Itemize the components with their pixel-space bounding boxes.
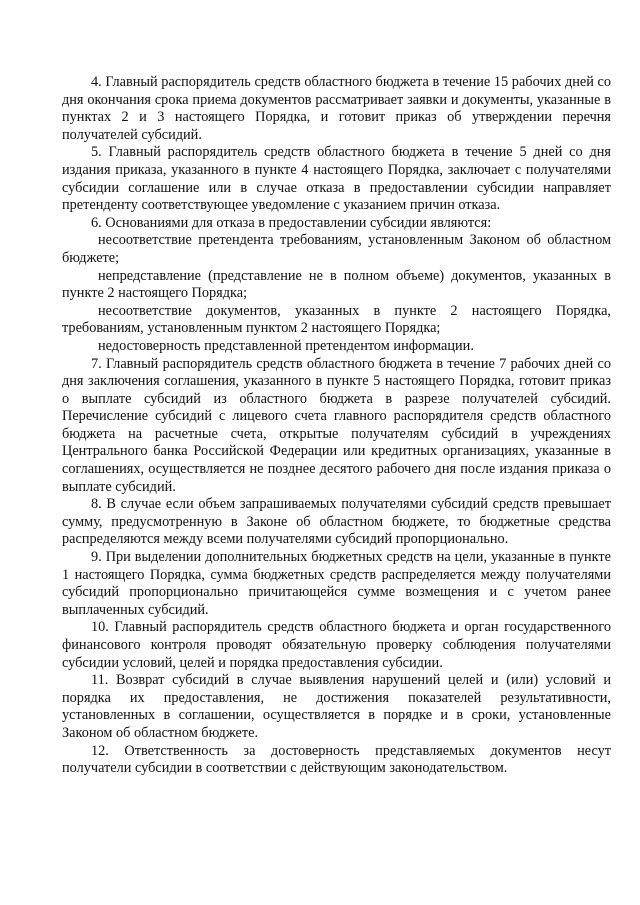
paragraph-10: 10. Главный распорядитель средств областного бюджета и орган государственного финансового контроля проводят обязательную проверку соблюдения получателями субсидии условий, целей и порядка предоставления субсидии. — [62, 619, 611, 671]
paragraph-12: 12. Ответственность за достоверность представляемых документов несут получатели субсидии в соответствии с действующим законодательством. — [62, 742, 611, 777]
refusal-reason-1: несоответствие претендента требованиям, установленным Законом об областном бюджете; — [62, 232, 611, 266]
refusal-reason-3: несоответствие документов, указанных в пункте 2 настоящего Порядка, требованиям, установленным пунктом 2 настоящего Порядка; — [62, 302, 611, 337]
paragraph-4: 4. Главный распорядитель средств областного бюджета в течение 15 рабочих дней со дня окончания срока приема документов рассматривает заявки и документы, указанные в пунктах 2 и 3 настоящего Порядка, и готовит приказ об утверждении перечня получателей субсидий. — [62, 74, 611, 143]
paragraph-6: 6. Основаниями для отказа в предоставлении субсидии являются: — [91, 214, 492, 231]
paragraph-8: 8. В случае если объем запрашиваемых получателями субсидий средств превышает сумму, предусмотренную в Законе об областном бюджете, то бюджетные средства распределяются между всеми получателями субсидий пропорционально. — [62, 496, 611, 548]
paragraph-11: 11. Возврат субсидий в случае выявления нарушений целей и (или) условий и порядка их предоставления, не достижения показателей результативности, установленных в соглашении, осуществляется в порядке и в сроки, установленные Законом об областном бюджете. — [62, 672, 611, 741]
refusal-reason-4: недостоверность представленной претендентом информации. — [98, 337, 474, 354]
refusal-reason-2: непредставление (представление не в полном объеме) документов, указанных в пункте 2 настоящего Порядка; — [62, 267, 611, 302]
document-page — [62, 74, 611, 778]
paragraph-7: 7. Главный распорядитель средств областного бюджета в течение 7 рабочих дней со дня заключения соглашения, указанного в пункте 5 настоящего Порядка, готовит приказ о выплате субсидий из областного бюджета в разрезе получателей субсидий. Перечисление субсидий с лицевого счета главного распорядителя средств областного бюджета на расчетные счета, открытые получателям субсидий в учреждениях Центрального банка Российской Федерации или кредитных организациях, указанные в соглашениях, осуществляется не позднее десятого рабочего дня после издания приказа о выплате субсидий. — [62, 355, 611, 495]
paragraph-9: 9. При выделении дополнительных бюджетных средств на цели, указанные в пункте 1 настоящего Порядка, сумма бюджетных средств распределяется между получателями субсидий пропорционально причитающейся сумме возмещения и с учетом ранее выплаченных субсидий. — [62, 549, 611, 618]
paragraph-5: 5. Главный распорядитель средств областного бюджета в течение 5 дней со дня издания приказа, указанного в пункте 4 настоящего Порядка, заключает с получателями субсидии соглашение или в случае отказа в предоставлении субсидии направляет претенденту соответствующее уведомление с указанием причин отказа. — [62, 144, 611, 214]
